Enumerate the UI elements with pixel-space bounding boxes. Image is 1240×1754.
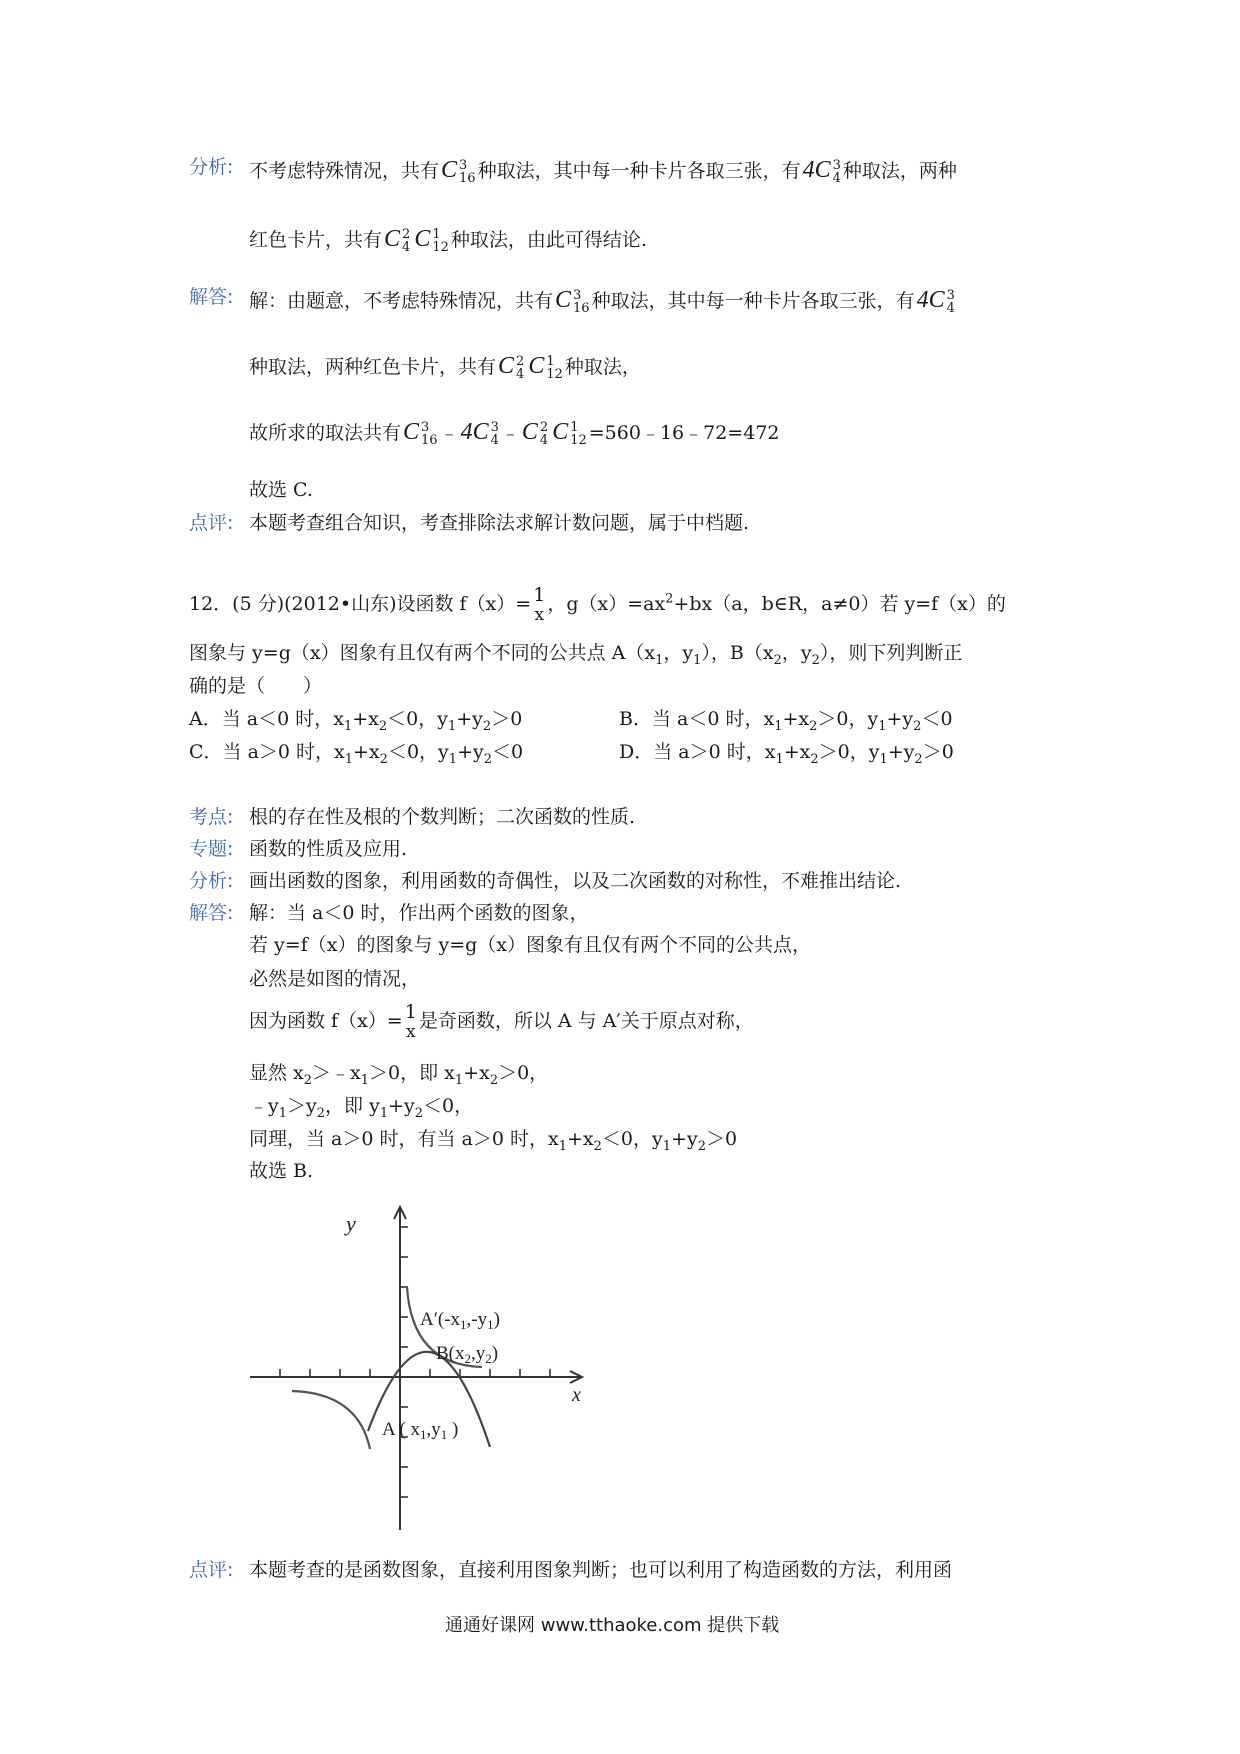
jieda-line-6: $﹣y_1>y_2$，即 $y_1+y_2<0$， (249, 1095, 474, 1121)
solution-line-3: 故所求的取法共有C 3 16 ﹣4C 3 4 ﹣C 2 4 C 1 12 =560﹣16﹣72=472 (249, 419, 780, 448)
function-graph-figure (240, 1195, 600, 1540)
kaodian-label: 考点: (189, 806, 234, 828)
jieda-line-2: 若 y=f（x）的图象与 y=g（x）图象有且仅有两个不同的公共点， (249, 934, 812, 956)
point-b-label: $B(x_2,y_2)$ (436, 1343, 499, 1366)
option-c[interactable]: C．当 a＞0 时，$x_1+x_2<0$，$y_1+y_2<0$ (189, 741, 524, 767)
question-12-line-2: 图象与 y=g（x）图象有且仅有两个不同的公共点 $A(x_1$，$y_1$），$B(x_2$，$y_2$），则下列判断正 (189, 642, 963, 668)
analysis-line-2: 红色卡片，共有C 2 4 C 1 12 种取法，由此可得结论. (249, 226, 647, 255)
text-run: 种取法，两种 (842, 160, 957, 182)
jieda-line-3: 必然是如图的情况， (249, 968, 421, 990)
solution-line-4: 故选 C. (249, 479, 313, 501)
jieda-label: 解答: (189, 902, 234, 924)
question-12-line-1: 12．(5 分)(2012•山东)设函数 f（x）= 1 x ，$g(x)=ax^2+bx(a$，b∈R，a≠0）若 y=f（x）的 (189, 584, 1006, 625)
text-run: 种取法，其中每一种卡片各取三张，有 (477, 160, 801, 182)
option-d[interactable]: D．当 a＞0 时，$x_1+x_2>0$，$y_1+y_2>0$ (619, 741, 954, 767)
text-run: 不考虑特殊情况，共有 (249, 160, 440, 182)
x-ticks (280, 1369, 550, 1377)
jieda-line-8: 故选 B. (249, 1160, 314, 1182)
jieda-line-7: 同理，当 a＞0 时，有当 a＞0 时，$x_1+x_2<0$，$y_1+y_2>0$ (249, 1128, 738, 1154)
solution-line-2: 种取法，两种红色卡片，共有C 2 4 C 1 12 种取法， (249, 353, 641, 382)
x-axis-label: x (572, 1384, 581, 1406)
fenxi-text: 画出函数的图象，利用函数的奇偶性，以及二次函数的对称性，不难推出结论. (249, 870, 902, 892)
hyperbola-left-branch (292, 1391, 370, 1449)
jieda-line-5: 显然 $x_2>﹣x_1>0$，即 $x_1+x_2>0$， (249, 1062, 549, 1088)
text-run: 红色卡片，共有 (249, 229, 383, 251)
solution-line-1: 解：由题意，不考虑特殊情况，共有C 3 16 种取法，其中每一种卡片各取三张，有4C 3 4 (249, 287, 955, 316)
zhuanti-text: 函数的性质及应用. (249, 838, 408, 860)
y-axis-label: y (346, 1211, 356, 1236)
option-b[interactable]: B．当 a＜0 时，$x_1+x_2>0$，$y_1+y_2<0$ (619, 708, 953, 734)
comment-2-text: 本题考查的是函数图象，直接利用图象判断；也可以利用了构造函数的方法，利用函 (249, 1559, 953, 1581)
fenxi-label: 分析: (189, 870, 234, 892)
fraction-1-over-x: 1 x (404, 1001, 417, 1042)
combination-4c4-3: 4C (802, 157, 831, 183)
jieda-line-4: 因为函数 f（x）= 1 x 是奇函数，所以 A 与 A′关于原点对称， (249, 1001, 754, 1042)
analysis-label: 分析: (189, 156, 234, 178)
comment-label: 点评: (189, 512, 234, 534)
jieda-line-1: 解：当 a＜0 时，作出两个函数的图象， (249, 902, 589, 924)
combination-c16-3: C (441, 157, 458, 183)
kaodian-text: 根的存在性及根的个数判断；二次函数的性质. (249, 806, 636, 828)
option-a[interactable]: A．当 a＜0 时，$x_1+x_2<0$，$y_1+y_2>0$ (189, 708, 523, 734)
point-a-label: A ( $x_1,y_1$ ) (382, 1419, 459, 1442)
page-footer: 通通好课网 www.tthaoke.com 提供下载 (445, 1615, 780, 1636)
point-a-prime-label: $A'(-x_1,-y_1)$ (420, 1309, 500, 1332)
question-12-line-3: 确的是（ ） (189, 675, 323, 697)
zhuanti-label: 专题: (189, 838, 234, 860)
fraction-1-over-x: 1 x (533, 584, 546, 625)
text-run: 种取法，由此可得结论. (450, 229, 647, 251)
comment-2-label: 点评: (189, 1559, 234, 1581)
analysis-line-1: 不考虑特殊情况，共有C 3 16 种取法，其中每一种卡片各取三张，有4C 3 4 种取法，两种 (249, 157, 957, 186)
comment-text: 本题考查组合知识，考查排除法求解计数问题，属于中档题. (249, 512, 750, 534)
solution-label: 解答: (189, 286, 234, 308)
